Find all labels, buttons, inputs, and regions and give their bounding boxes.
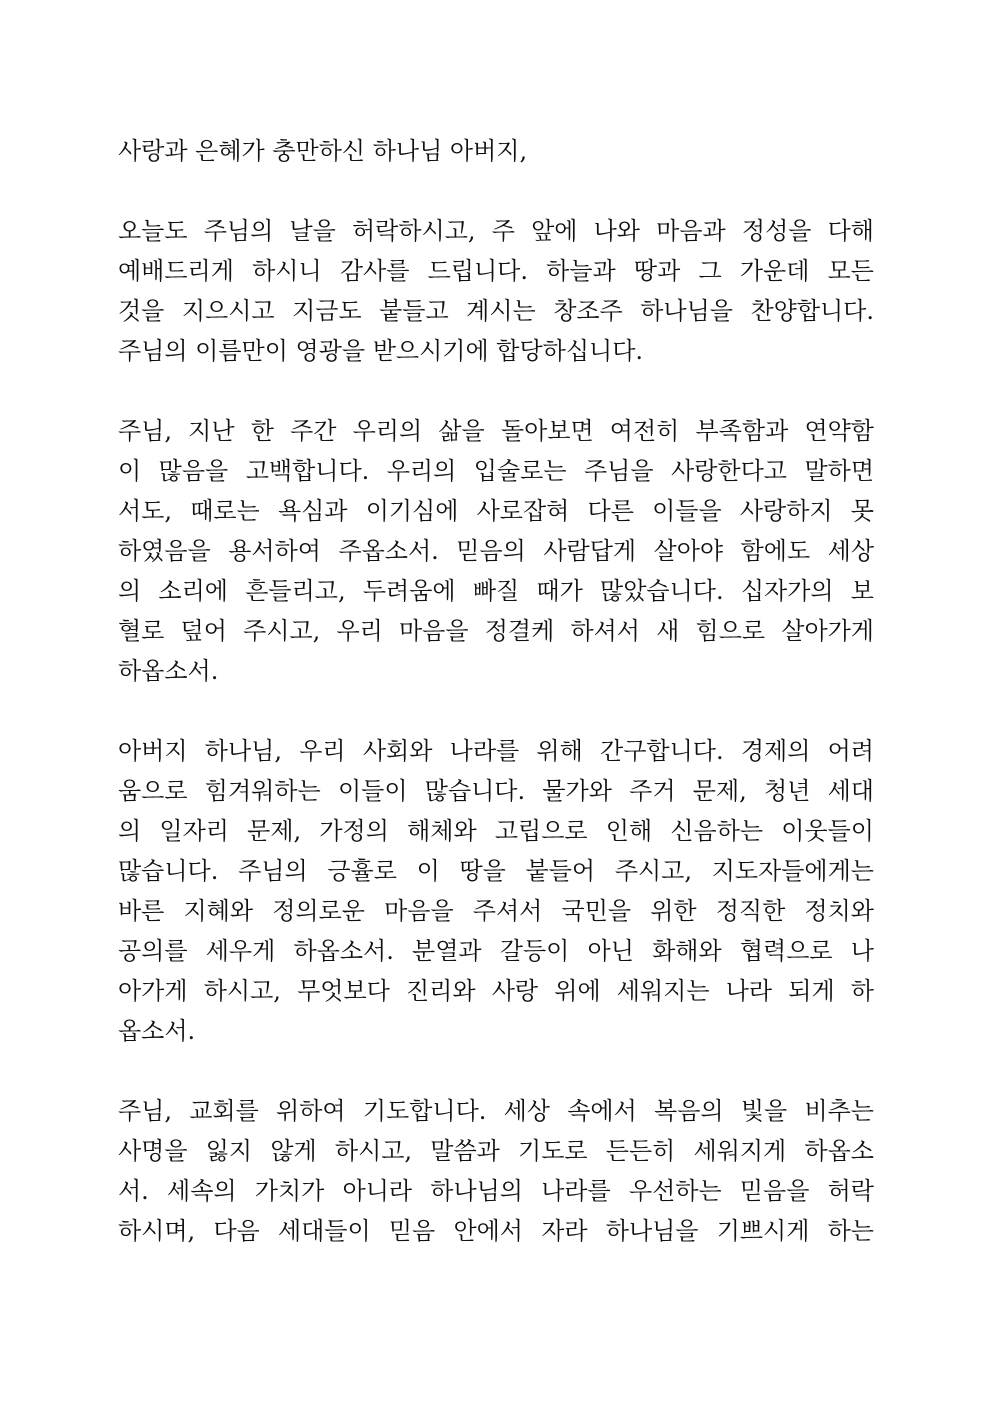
text-line: 아가게 하시고, 무엇보다 진리와 사랑 위에 세워지는 나라 되게 하 [118,977,874,1005]
text-line: 사랑과 은혜가 충만하신 하나님 아버지, [118,137,528,165]
greeting [118,131,874,171]
paragraph-confession [118,411,874,691]
text-line: 오늘도 주님의 날을 허락하시고, 주 앞에 나와 마음과 정성을 다해 [118,217,874,245]
prayer-text [118,131,874,1291]
paragraph-thanksgiving [118,211,874,371]
text-line: 옵소서. [118,1017,196,1045]
text-line: 예배드리게 하시니 감사를 드립니다. 하늘과 땅과 그 가운데 모든 [118,257,874,285]
text-line: 하시며, 다음 세대들이 믿음 안에서 자라 하나님을 기쁘시게 하는 [118,1217,874,1245]
text-line: 움으로 힘겨워하는 이들이 많습니다. 물가와 주거 문제, 청년 세대 [118,777,874,805]
text-line: 주님의 이름만이 영광을 받으시기에 합당하십니다. [118,337,644,365]
text-line: 서도, 때로는 욕심과 이기심에 사로잡혀 다른 이들을 사랑하지 못 [118,497,874,525]
text-line: 바른 지혜와 정의로운 마음을 주셔서 국민을 위한 정직한 정치와 [118,897,874,925]
text-line: 혈로 덮어 주시고, 우리 마음을 정결케 하셔서 새 힘으로 살아가게 [118,617,874,645]
text-line: 많습니다. 주님의 긍휼로 이 땅을 붙들어 주시고, 지도자들에게는 [118,857,874,885]
text-line: 서. 세속의 가치가 아니라 하나님의 나라를 우선하는 믿음을 허락 [118,1177,874,1205]
text-line: 하옵소서. [118,657,219,685]
text-line: 공의를 세우게 하옵소서. 분열과 갈등이 아닌 화해와 협력으로 나 [118,937,874,965]
text-line: 이 많음을 고백합니다. 우리의 입술로는 주님을 사랑한다고 말하면 [118,457,874,485]
text-line: 사명을 잃지 않게 하시고, 말씀과 기도로 든든히 세워지게 하옵소 [118,1137,874,1165]
text-line: 하였음을 용서하여 주옵소서. 믿음의 사람답게 살아야 함에도 세상 [118,537,874,565]
text-line: 것을 지으시고 지금도 붙들고 계시는 창조주 하나님을 찬양합니다. [118,297,874,325]
text-line: 의 일자리 문제, 가정의 해체와 고립으로 인해 신음하는 이웃들이 [118,817,874,845]
paragraph-nation [118,731,874,1051]
text-line: 아버지 하나님, 우리 사회와 나라를 위해 간구합니다. 경제의 어려 [118,737,874,765]
text-line: 주님, 교회를 위하여 기도합니다. 세상 속에서 복음의 빛을 비추는 [118,1097,874,1125]
text-line: 주님, 지난 한 주간 우리의 삶을 돌아보면 여전히 부족함과 연약함 [118,417,874,445]
text-line: 의 소리에 흔들리고, 두려움에 빠질 때가 많았습니다. 십자가의 보 [118,577,874,605]
paragraph-church [118,1091,874,1251]
